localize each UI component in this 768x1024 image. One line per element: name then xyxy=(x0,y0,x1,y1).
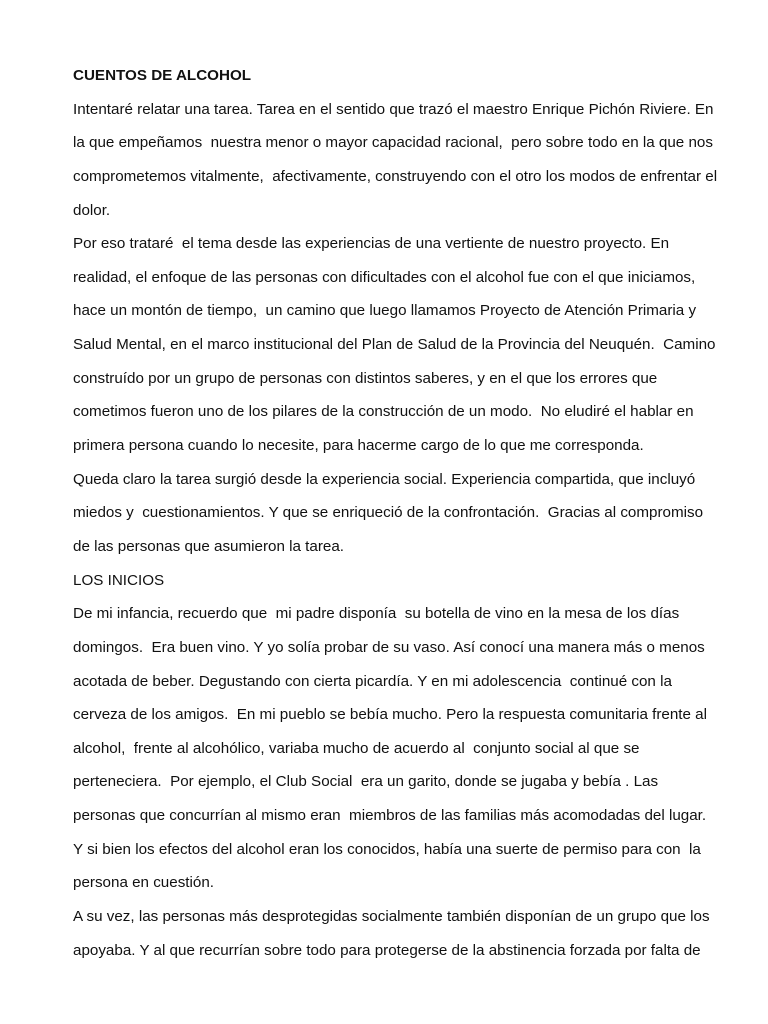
text-line: la que empeñamos nuestra menor o mayor capacidad racional, pero sobre todo en la que nos xyxy=(73,134,713,152)
text-line: realidad, el enfoque de las personas con dificultades con el alcohol fue con el que iniciamos, xyxy=(73,268,696,286)
text-line: dolor. xyxy=(73,201,111,219)
text-line: alcohol, frente al alcohólico, variaba mucho de acuerdo al conjunto social al que se xyxy=(73,739,640,757)
document-title: CUENTOS DE ALCOHOL xyxy=(73,67,252,84)
text-line: cometimos fueron uno de los pilares de la construcción de un modo. No eludiré el hablar en xyxy=(73,403,694,421)
text-line: primera persona cuando lo necesite, para hacerme cargo de lo que me corresponda. xyxy=(73,437,644,455)
text-line: hace un montón de tiempo, un camino que luego llamamos Proyecto de Atención Primaria y xyxy=(73,302,697,320)
text-line: A su vez, las personas más desprotegidas socialmente también disponían de un grupo que los xyxy=(73,908,710,926)
text-line: Queda claro la tarea surgió desde la experiencia social. Experiencia compartida, que incluyó xyxy=(73,470,696,488)
text-line: apoyaba. Y al que recurrían sobre todo para protegerse de la abstinencia forzada por falta de xyxy=(73,941,701,959)
text-line: persona en cuestión. xyxy=(73,874,215,892)
text-line: comprometemos vitalmente, afectivamente, construyendo con el otro los modos de enfrentar el xyxy=(73,167,718,185)
text-line: Por eso trataré el tema desde las experiencias de una vertiente de nuestro proyecto. En xyxy=(73,235,670,253)
text-line: De mi infancia, recuerdo que mi padre disponía su botella de vino en la mesa de los días xyxy=(73,605,680,623)
text-line: personas que concurrían al mismo eran miembros de las familias más acomodadas del lugar. xyxy=(73,807,707,825)
text-line: de las personas que asumieron la tarea. xyxy=(73,537,345,555)
text-line: cerveza de los amigos. En mi pueblo se bebía mucho. Pero la respuesta comunitaria frente al xyxy=(73,706,707,724)
text-line: miedos y cuestionamientos. Y que se enriqueció de la confrontación. Gracias al compromiso xyxy=(73,504,704,522)
text-line: perteneciera. Por ejemplo, el Club Social era un garito, donde se jugaba y bebía . Las xyxy=(73,773,659,791)
document-text xyxy=(73,64,743,972)
text-line: construído por un grupo de personas con distintos saberes, y en el que los errores que xyxy=(73,369,658,387)
text-line: domingos. Era buen vino. Y yo solía probar de su vaso. Así conocí una manera más o menos xyxy=(73,638,705,656)
text-line: acotada de beber. Degustando con cierta picardía. Y en mi adolescencia continué con la xyxy=(73,672,672,690)
text-line: LOS INICIOS xyxy=(73,571,165,589)
text-line: Intentaré relatar una tarea. Tarea en el sentido que trazó el maestro Enrique Pichón Riviere. En xyxy=(73,100,714,118)
text-line: Y si bien los efectos del alcohol eran los conocidos, había una suerte de permiso para con la xyxy=(73,840,701,858)
text-line: Salud Mental, en el marco institucional del Plan de Salud de la Provincia del Neuquén. Camino xyxy=(73,336,716,354)
